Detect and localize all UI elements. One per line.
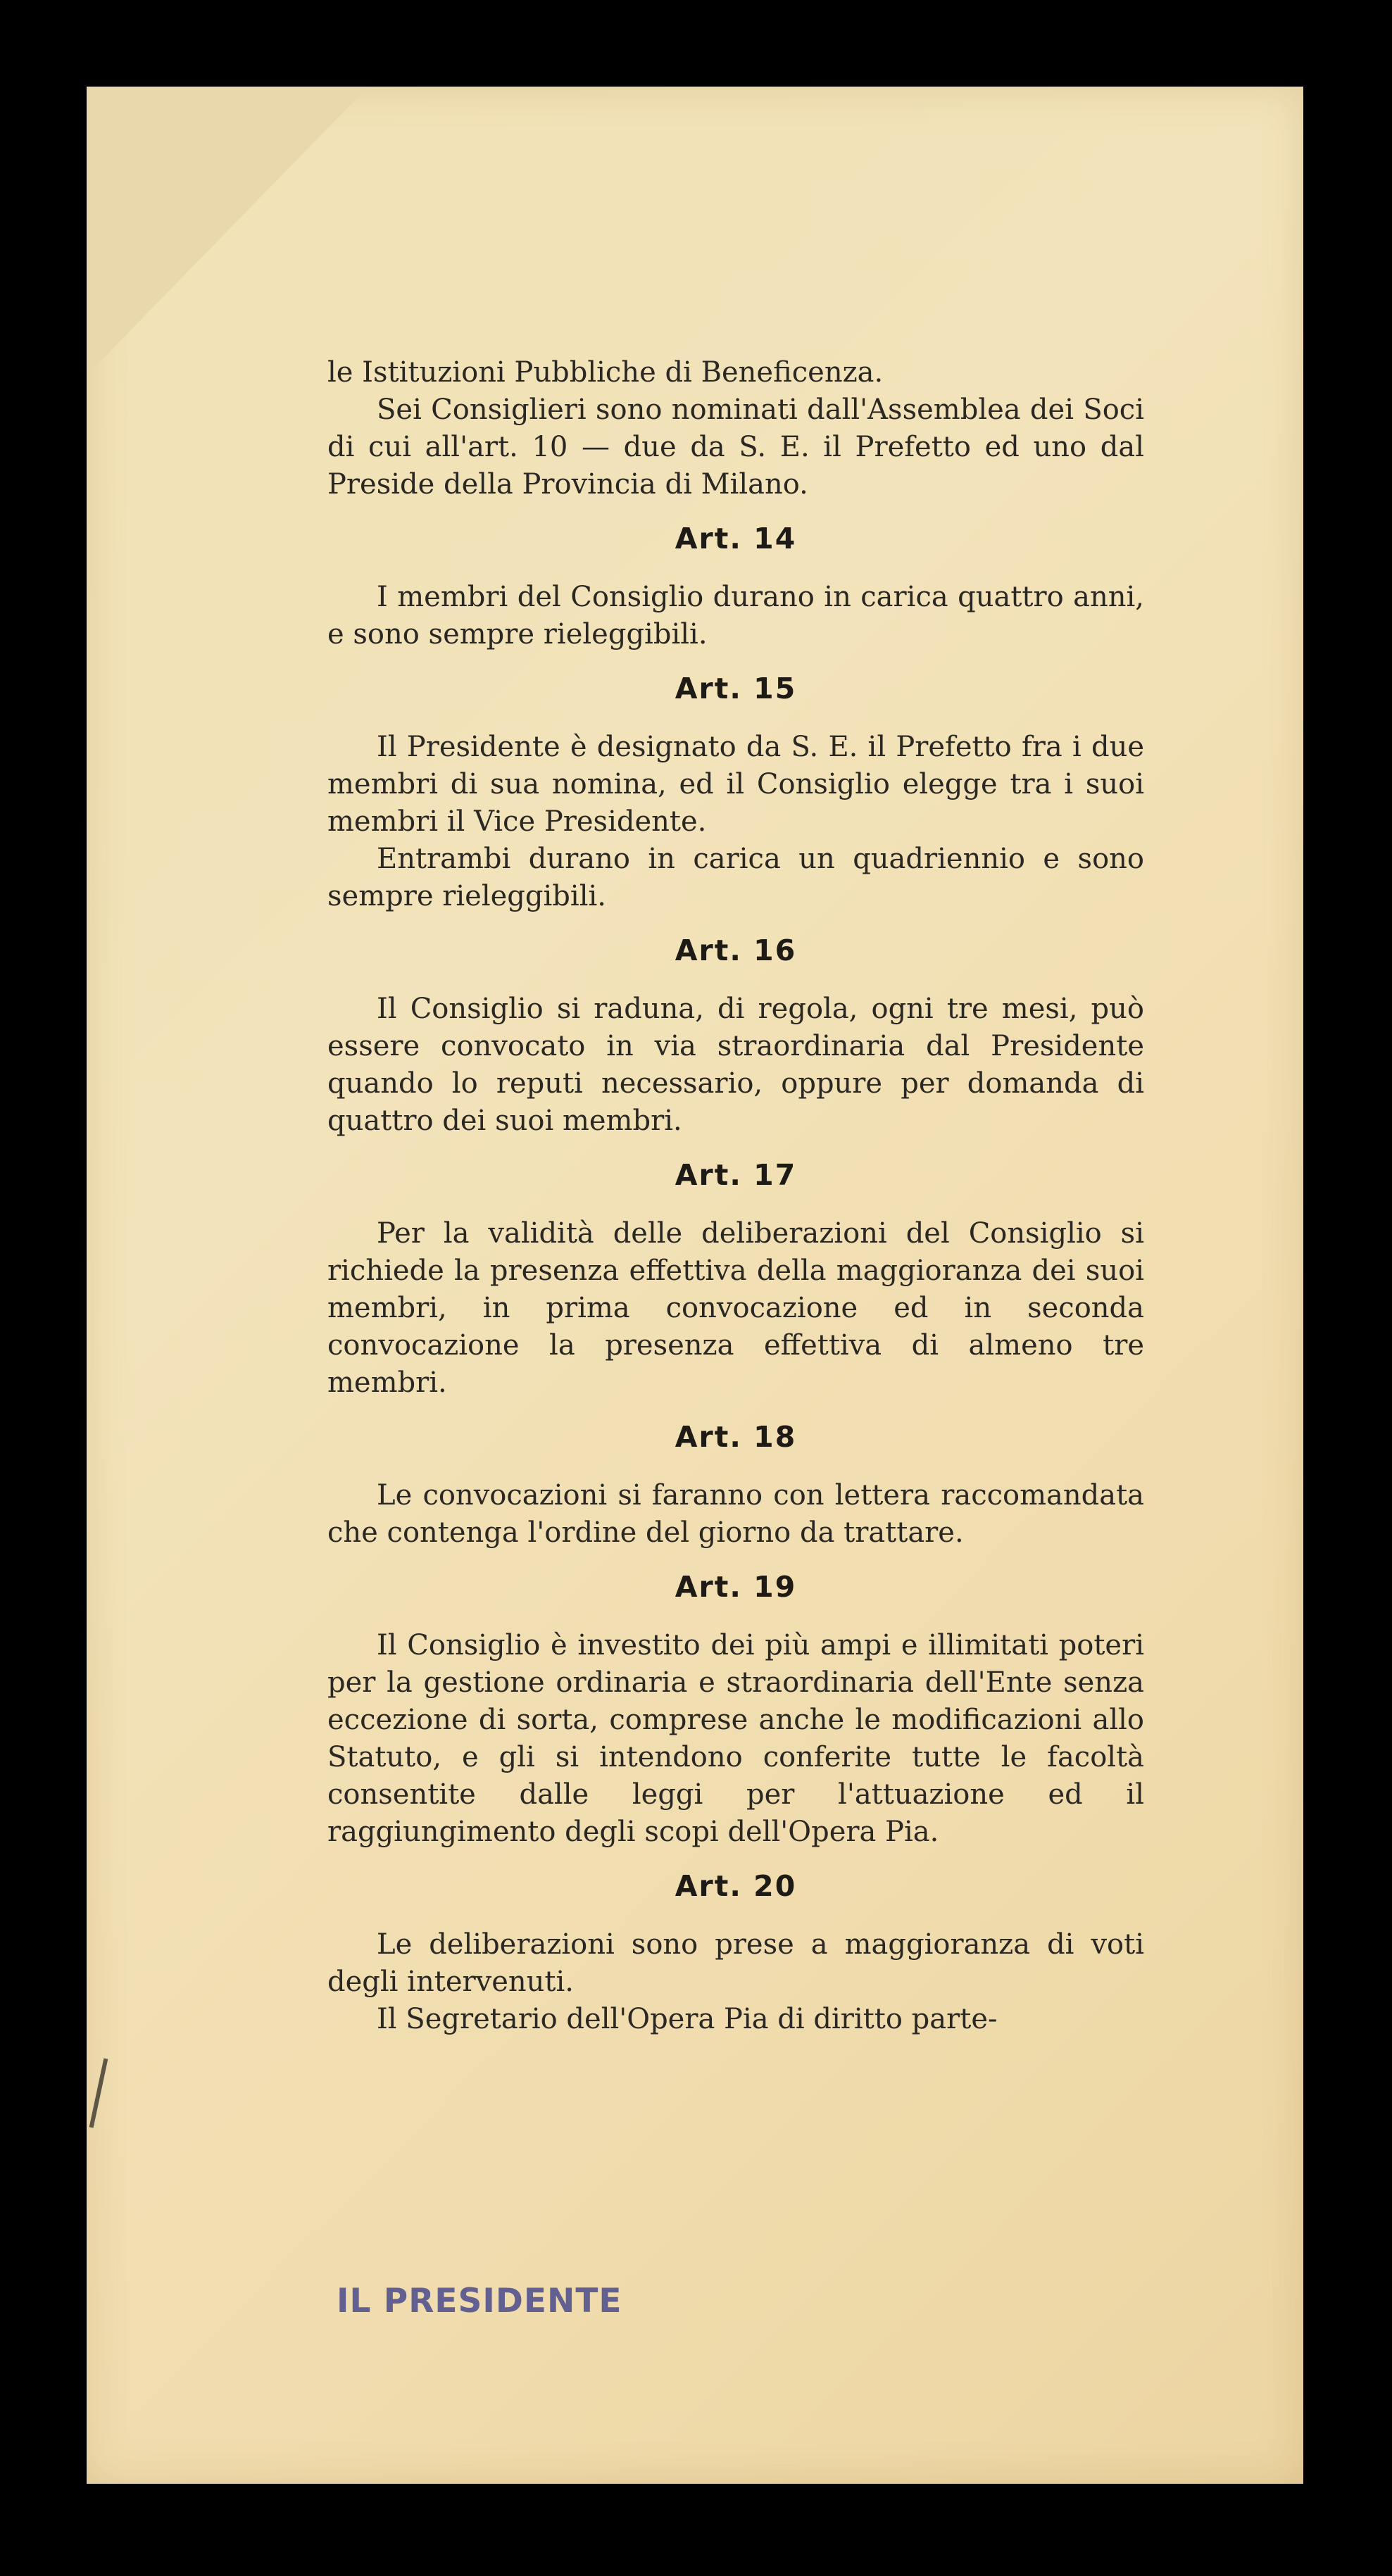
article-18-heading: Art. 18 [675,1420,797,1454]
article-20-paragraph-1: Le deliberazioni sono prese a maggioranza di voti degli intervenuti. [327,1928,1144,1998]
intro-line-1: le Istituzioni Pubbliche di Beneficenza. [327,356,884,389]
article-15-paragraph-2: Entrambi durano in carica un quadriennio e sono sempre rieleggibili. [327,843,1144,912]
article-20-heading: Art. 20 [675,1869,797,1903]
intro-paragraph: Sei Consiglieri sono nominati dall'Assemblea dei Soci di cui all'art. 10 — due da S. E. il Prefetto ed uno dal Preside della Provincia di Milano. [327,394,1144,501]
document-body [327,354,1144,2038]
article-16-paragraph-1: Il Consiglio si raduna, di regola, ogni tre mesi, può essere convocato in via straordinaria dal Presidente quando lo reputi necessario, oppure per domanda di quattro dei suoi membri. [327,993,1144,1137]
article-14-heading: Art. 14 [675,522,797,555]
president-stamp: IL PRESIDENTE [337,2282,622,2320]
article-15-paragraph-1: Il Presidente è designato da S. E. il Prefetto fra i due membri di sua nomina, ed il Consiglio elegge tra i suoi membri il Vice Presidente. [327,731,1144,838]
document-page [87,87,1303,2484]
article-18-paragraph-1: Le convocazioni si faranno con lettera raccomandata che contenga l'ordine del giorno da trattare. [327,1479,1144,1549]
article-14-paragraph-1: I membri del Consiglio durano in carica quattro anni, e sono sempre rieleggibili. [327,581,1144,651]
edge-mark [89,2058,108,2128]
article-20-paragraph-2: Il Segretario dell'Opera Pia di diritto parte- [377,2003,998,2035]
article-15-heading: Art. 15 [675,672,797,705]
article-19-paragraph-1: Il Consiglio è investito dei più ampi e illimitati poteri per la gestione ordinaria e straordinaria dell'Ente senza eccezione di sorta, comprese anche le modificazioni allo Statuto, e gli si intendono conferite tutte le facoltà consentite dalle leggi per l'attuazione ed il raggiungimento degli scopi dell'Opera Pia. [327,1629,1144,1848]
article-17-heading: Art. 17 [675,1158,797,1192]
article-16-heading: Art. 16 [675,934,797,967]
article-19-heading: Art. 19 [675,1570,797,1604]
folded-corner [87,87,368,375]
article-17-paragraph-1: Per la validità delle deliberazioni del Consiglio si richiede la presenza effettiva della maggioranza dei suoi membri, in prima convocazione ed in seconda convocazione la presenza effettiva di almeno tre membri. [327,1217,1144,1399]
